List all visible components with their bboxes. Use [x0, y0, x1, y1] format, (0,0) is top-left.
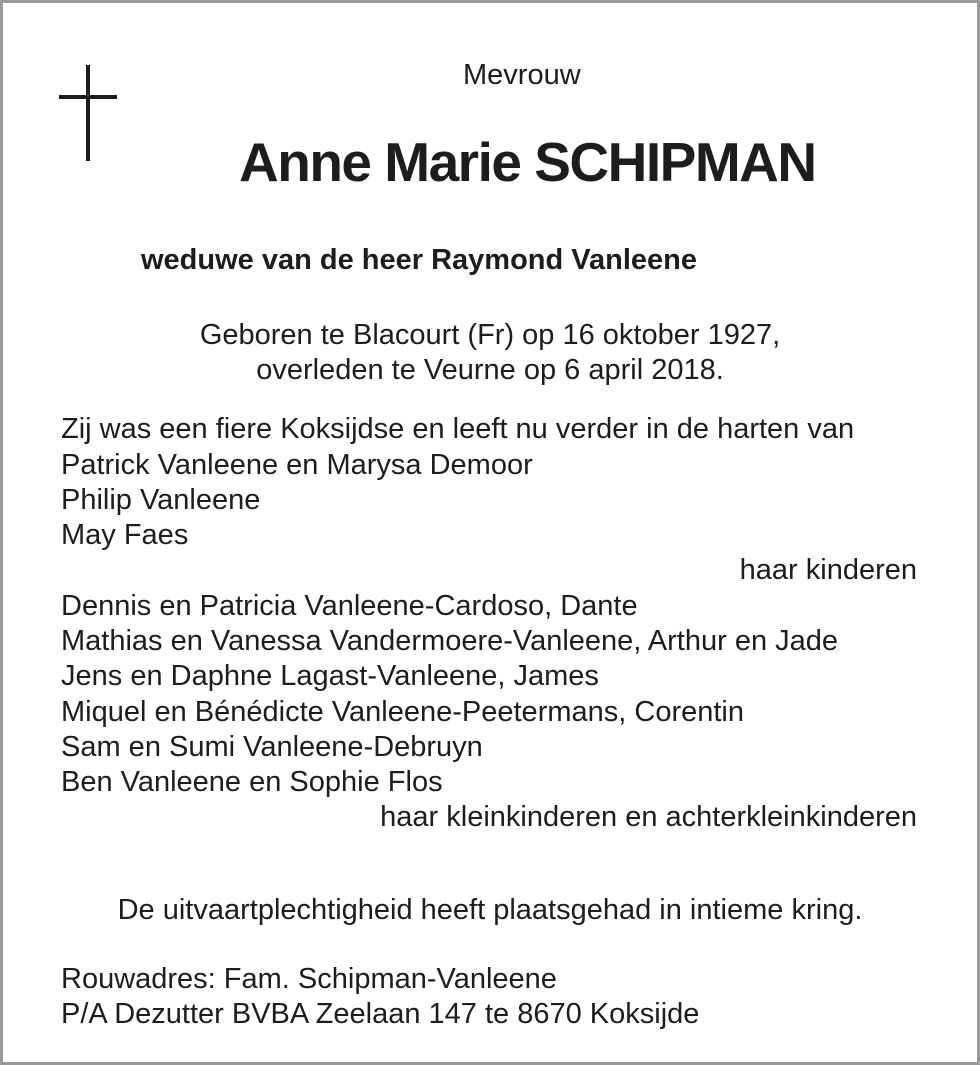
widow-of: weduwe van de heer Raymond Vanleene — [141, 244, 698, 276]
child-entry: May Faes — [61, 519, 189, 551]
child-entry: Patrick Vanleene en Marysa Demoor — [61, 449, 533, 481]
grandchild-entry: Miquel en Bénédicte Vanleene-Peetermans, Corentin — [61, 696, 744, 728]
birth-info: Geboren te Blacourt (Fr) op 16 oktober 1927, — [199, 319, 781, 351]
deceased-name: Anne Marie SCHIPMAN — [239, 131, 816, 193]
salutation: Mevrouw — [463, 59, 581, 91]
grandchild-entry: Ben Vanleene en Sophie Flos — [61, 766, 443, 798]
children-label: haar kinderen — [739, 554, 917, 586]
child-entry: Philip Vanleene — [61, 484, 261, 516]
mourning-address-detail: P/A Dezutter BVBA Zeelaan 147 te 8670 Koksijde — [61, 998, 700, 1030]
funeral-note: De uitvaartplechtigheid heeft plaatsgehad in intieme kring. — [117, 894, 863, 926]
cross-icon — [59, 65, 117, 161]
grandchild-entry: Mathias en Vanessa Vandermoere-Vanleene, Arthur en Jade — [61, 625, 839, 657]
mourning-address: Rouwadres: Fam. Schipman-Vanleene — [61, 963, 557, 995]
grandchild-entry: Dennis en Patricia Vanleene-Cardoso, Dante — [61, 590, 638, 622]
grandchildren-label: haar kleinkinderen en achterkleinkinderen — [380, 801, 917, 833]
death-info: overleden te Veurne op 6 april 2018. — [256, 354, 724, 386]
intro-text: Zij was een fiere Koksijdse en leeft nu verder in de harten van — [61, 413, 855, 445]
grandchild-entry: Jens en Daphne Lagast-Vanleene, James — [61, 660, 599, 692]
grandchild-entry: Sam en Sumi Vanleene-Debruyn — [61, 731, 483, 763]
